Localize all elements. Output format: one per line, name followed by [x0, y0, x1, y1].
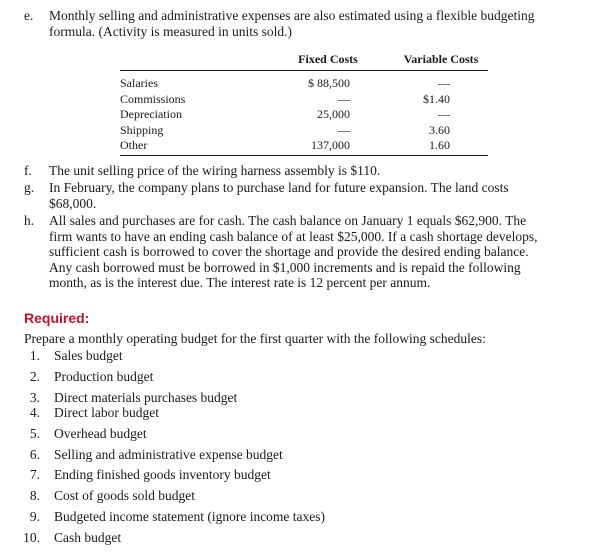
header-fixed-costs: Fixed Costs [298, 52, 358, 66]
row-variable: $1.40 [423, 91, 450, 106]
list-item [18, 426, 578, 447]
schedule-number: 8. [29, 488, 40, 504]
table-rows [120, 76, 488, 154]
row-variable: 3.60 [429, 122, 450, 137]
list-item [18, 390, 578, 406]
item-f-text: The unit selling price of the wiring harness assembly is $110. [49, 163, 381, 178]
item-e-letter: e. [24, 8, 34, 23]
item-g-text [49, 180, 589, 211]
item-g-line-1: In February, the company plans to purchase land for future expansion. The land costs [49, 180, 509, 195]
row-label: Other [120, 138, 148, 152]
row-label: Shipping [120, 122, 164, 137]
item-h-letter: h. [24, 213, 35, 228]
schedule-number: 6. [29, 446, 40, 462]
table-row [120, 76, 488, 92]
schedule-number: 2. [29, 368, 40, 384]
schedule-number: 3. [29, 389, 40, 405]
schedule-text: Cost of goods sold budget [54, 488, 196, 504]
row-fixed: — [338, 91, 350, 106]
header-variable-costs: Variable Costs [403, 52, 479, 66]
list-item [18, 509, 578, 530]
table-row [120, 138, 488, 154]
row-fixed: $ 88,500 [308, 76, 350, 90]
schedule-text: Ending finished goods inventory budget [54, 467, 271, 483]
row-fixed: 25,000 [317, 107, 350, 121]
row-label: Commissions [120, 91, 186, 106]
table-row [120, 123, 488, 139]
schedule-number: 9. [29, 509, 40, 525]
schedule-list [18, 348, 578, 551]
item-e-text [49, 8, 589, 39]
schedule-text: Sales budget [54, 348, 123, 363]
item-h-line-3: sufficient cash is borrowed to cover the shortage and provide the desired ending balance. [49, 244, 529, 259]
item-h-line-2: firm wants to have an ending cash balance of at least $25,000. If a cash shortage develops, [49, 228, 538, 244]
schedule-number: 1. [29, 348, 40, 363]
list-item [18, 447, 578, 468]
item-h-text [49, 213, 589, 291]
schedule-text: Cash budget [54, 529, 122, 545]
row-variable: 1.60 [429, 138, 450, 152]
schedule-number: 7. [29, 467, 40, 483]
item-g-letter: g. [24, 180, 35, 195]
list-item [18, 348, 578, 369]
list-item [18, 530, 578, 551]
cost-table [120, 52, 488, 156]
table-bottom-rule [120, 155, 488, 156]
item-e-line-1: Monthly selling and administrative expenses are also estimated using a flexible budgeting [49, 8, 535, 23]
item-h-line-1: All sales and purchases are for cash. The cash balance on January 1 equals $62,900. The [49, 213, 527, 228]
list-item [18, 369, 578, 390]
schedule-text: Direct labor budget [54, 405, 159, 421]
schedule-text: Production budget [54, 368, 154, 384]
row-fixed: 137,000 [311, 138, 350, 152]
row-fixed: — [338, 122, 350, 137]
table-row [120, 107, 488, 123]
item-g-line-2: $68,000. [49, 195, 97, 211]
item-f-letter: f. [24, 163, 32, 178]
header-rule [120, 70, 488, 71]
required-heading: Required: [24, 310, 90, 326]
schedule-number: 10. [23, 529, 40, 545]
item-e-line-2: formula. (Activity is measured in units sold.) [49, 23, 292, 39]
row-variable: — [438, 76, 450, 90]
schedule-text: Selling and administrative expense budget [54, 446, 283, 462]
schedule-text: Direct materials purchases budget [54, 389, 238, 405]
row-label: Depreciation [120, 107, 182, 121]
row-variable: — [438, 107, 450, 121]
list-item [18, 405, 578, 426]
schedule-number: 5. [29, 425, 40, 441]
item-h-line-4: Any cash borrowed must be borrowed in $1,000 increments and is repaid the following [49, 259, 521, 275]
list-item [18, 467, 578, 488]
row-label: Salaries [120, 76, 158, 90]
schedule-text: Overhead budget [54, 425, 147, 441]
schedule-text: Budgeted income statement (ignore income taxes) [54, 509, 326, 525]
required-intro: Prepare a monthly operating budget for the first quarter with the following schedules: [24, 331, 486, 346]
list-item [18, 488, 578, 509]
schedule-number: 4. [29, 405, 40, 421]
table-row [120, 92, 488, 108]
item-h-line-5: month, as is the interest due. The interest rate is 12 percent per annum. [49, 275, 431, 290]
